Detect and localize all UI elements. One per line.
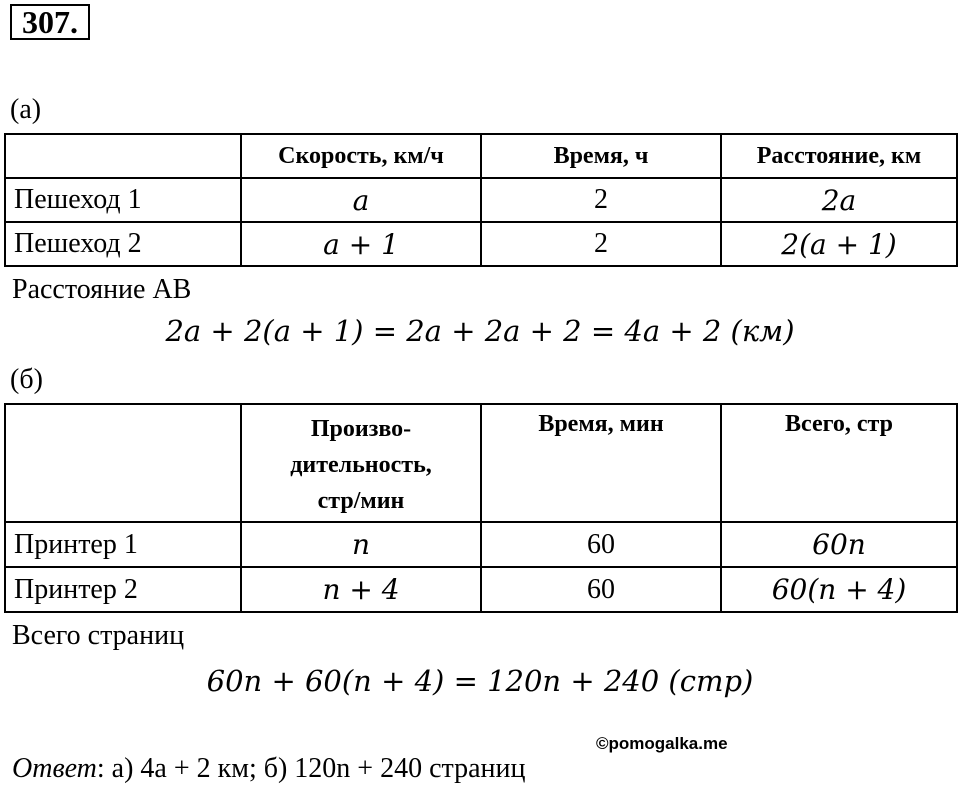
cell-speed-2: a + 1: [241, 222, 481, 266]
table-row: [5, 178, 957, 222]
answer-line: [12, 753, 525, 785]
header-cell-empty: [5, 404, 241, 522]
table-row: [5, 222, 957, 266]
row-label-pedestrian-1: Пешеход 1: [5, 178, 241, 222]
cell-time-2: 2: [481, 222, 721, 266]
cell-time-min-2: 60: [481, 567, 721, 612]
header-speed: Скорость, км/ч: [241, 134, 481, 178]
cell-productivity-1: n: [241, 522, 481, 567]
cell-distance-2: 2(a + 1): [721, 222, 957, 266]
table-row: [5, 522, 957, 567]
answer-text: : а) 4a + 2 км; б) 120n + 240 страниц: [96, 753, 526, 784]
row-label-pedestrian-2: Пешеход 2: [5, 222, 241, 266]
cell-total-2: 60(n + 4): [721, 567, 957, 612]
answer-lead: Ответ: [12, 753, 97, 784]
watermark: ©pomogalka.me: [596, 734, 728, 753]
header-cell-empty: [5, 134, 241, 178]
cell-total-1: 60n: [721, 522, 957, 567]
row-label-printer-2: Принтер 2: [5, 567, 241, 612]
table-header-row: [5, 134, 957, 178]
part-a-label: (а): [10, 94, 42, 125]
cell-productivity-2: n + 4: [241, 567, 481, 612]
header-distance: Расстояние, км: [721, 134, 957, 178]
table-pedestrians: [4, 133, 958, 267]
total-pages-caption: Всего страниц: [12, 620, 185, 651]
table-row: [5, 567, 957, 612]
problem-number: 307.: [10, 4, 90, 40]
part-b-label: (б): [10, 364, 43, 395]
header-total-pages: Всего, стр: [721, 404, 957, 522]
formula-pages: 60n + 60(n + 4) = 120n + 240 (стр): [206, 664, 754, 698]
cell-distance-1: 2a: [721, 178, 957, 222]
row-label-printer-1: Принтер 1: [5, 522, 241, 567]
header-time-min: Время, мин: [481, 404, 721, 522]
header-time: Время, ч: [481, 134, 721, 178]
cell-time-min-1: 60: [481, 522, 721, 567]
cell-time-1: 2: [481, 178, 721, 222]
cell-speed-1: a: [241, 178, 481, 222]
header-productivity: Произво- дительность, стр/мин: [241, 404, 481, 522]
table-header-row: [5, 404, 957, 522]
distance-ab-caption: Расстояние АВ: [12, 274, 192, 305]
formula-distance: 2a + 2(a + 1) = 2a + 2a + 2 = 4a + 2 (км): [165, 314, 795, 348]
table-printers: [4, 403, 958, 613]
